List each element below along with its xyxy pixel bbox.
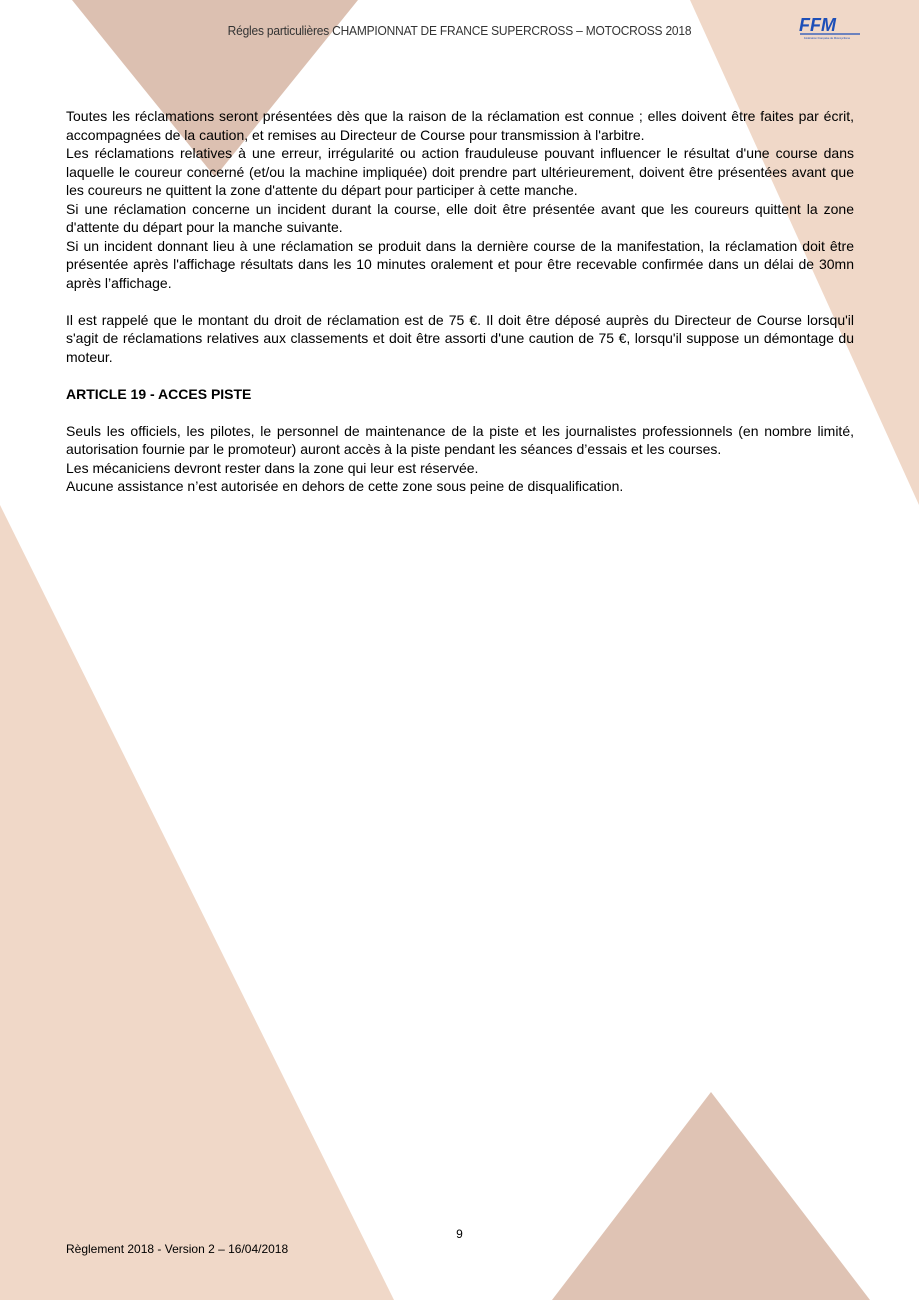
bottom-left-shape [0,505,394,1300]
ffm-logo [796,14,864,42]
document-body [66,107,854,496]
page-number: 9 [456,1227,463,1241]
bottom-right-triangle [552,1092,870,1300]
footer-version: Règlement 2018 - Version 2 – 16/04/2018 [66,1242,289,1256]
paragraph-mechanics-zone: Les mécaniciens devront rester dans la zone qui leur est réservée. [66,459,479,476]
logo-subtext: Fédération Française de Motocyclisme [804,37,851,40]
paragraph-reclamation-fee: Il est rappelé que le montant du droit de réclamation est de 75 €. Il doit être déposé auprès du Directeur de Course lorsqu'il s'agit de réclamations relatives aux classements et doit être assorti d'une caution de 75 €, lorsqu'il suppose un démontage du moteur. [66,311,854,365]
article-19-heading: ARTICLE 19 - ACCES PISTE [66,385,252,402]
page-header-title: Régles particulières CHAMPIONNAT DE FRANCE SUPERCROSS – MOTOCROSS 2018 [227,23,692,38]
paragraph-assistance-rule: Aucune assistance n’est autorisée en dehors de cette zone sous peine de disqualification. [66,478,624,494]
paragraph-reclamations-incident: Si une réclamation concerne un incident durant la course, elle doit être présentée avant que les coureurs quittent la zone d'attente du départ pour la manche suivante. [66,200,854,235]
paragraph-reclamations-errors: Les réclamations relatives à une erreur, irrégularité ou action frauduleuse pouvant influencer le résultat d'une course dans laquelle le coureur concerné (et/ou la machine impliquée) doit prendre part ultérieurement, doivent être présentées avant que les coureurs ne quittent la zone d'attente du départ pour participer à cette manche. [66,145,854,198]
paragraph-reclamations-last-race: Si un incident donnant lieu à une réclamation se produit dans la dernière course de la manifestation, la réclamation doit être présentée après l'affichage résultats dans les 10 minutes oralement et pour être recevable confirmée dans un délai de 30mn après l’affichage. [66,237,854,291]
paragraph-reclamations-intro: Toutes les réclamations seront présentées dès que la raison de la réclamation est connue ; elles doivent être faites par écrit, accompagnées de la caution, et remises au Directeur de Course pour transmission à l'arbitre. [66,108,854,143]
paragraph-track-access: Seuls les officiels, les pilotes, le personnel de maintenance de la piste et les journalistes professionnels (en nombre limité, autorisation fournie par le promoteur) auront accès à la piste pendant les séances d’essais et les courses. [66,422,854,457]
logo-text: FFM [799,15,836,35]
